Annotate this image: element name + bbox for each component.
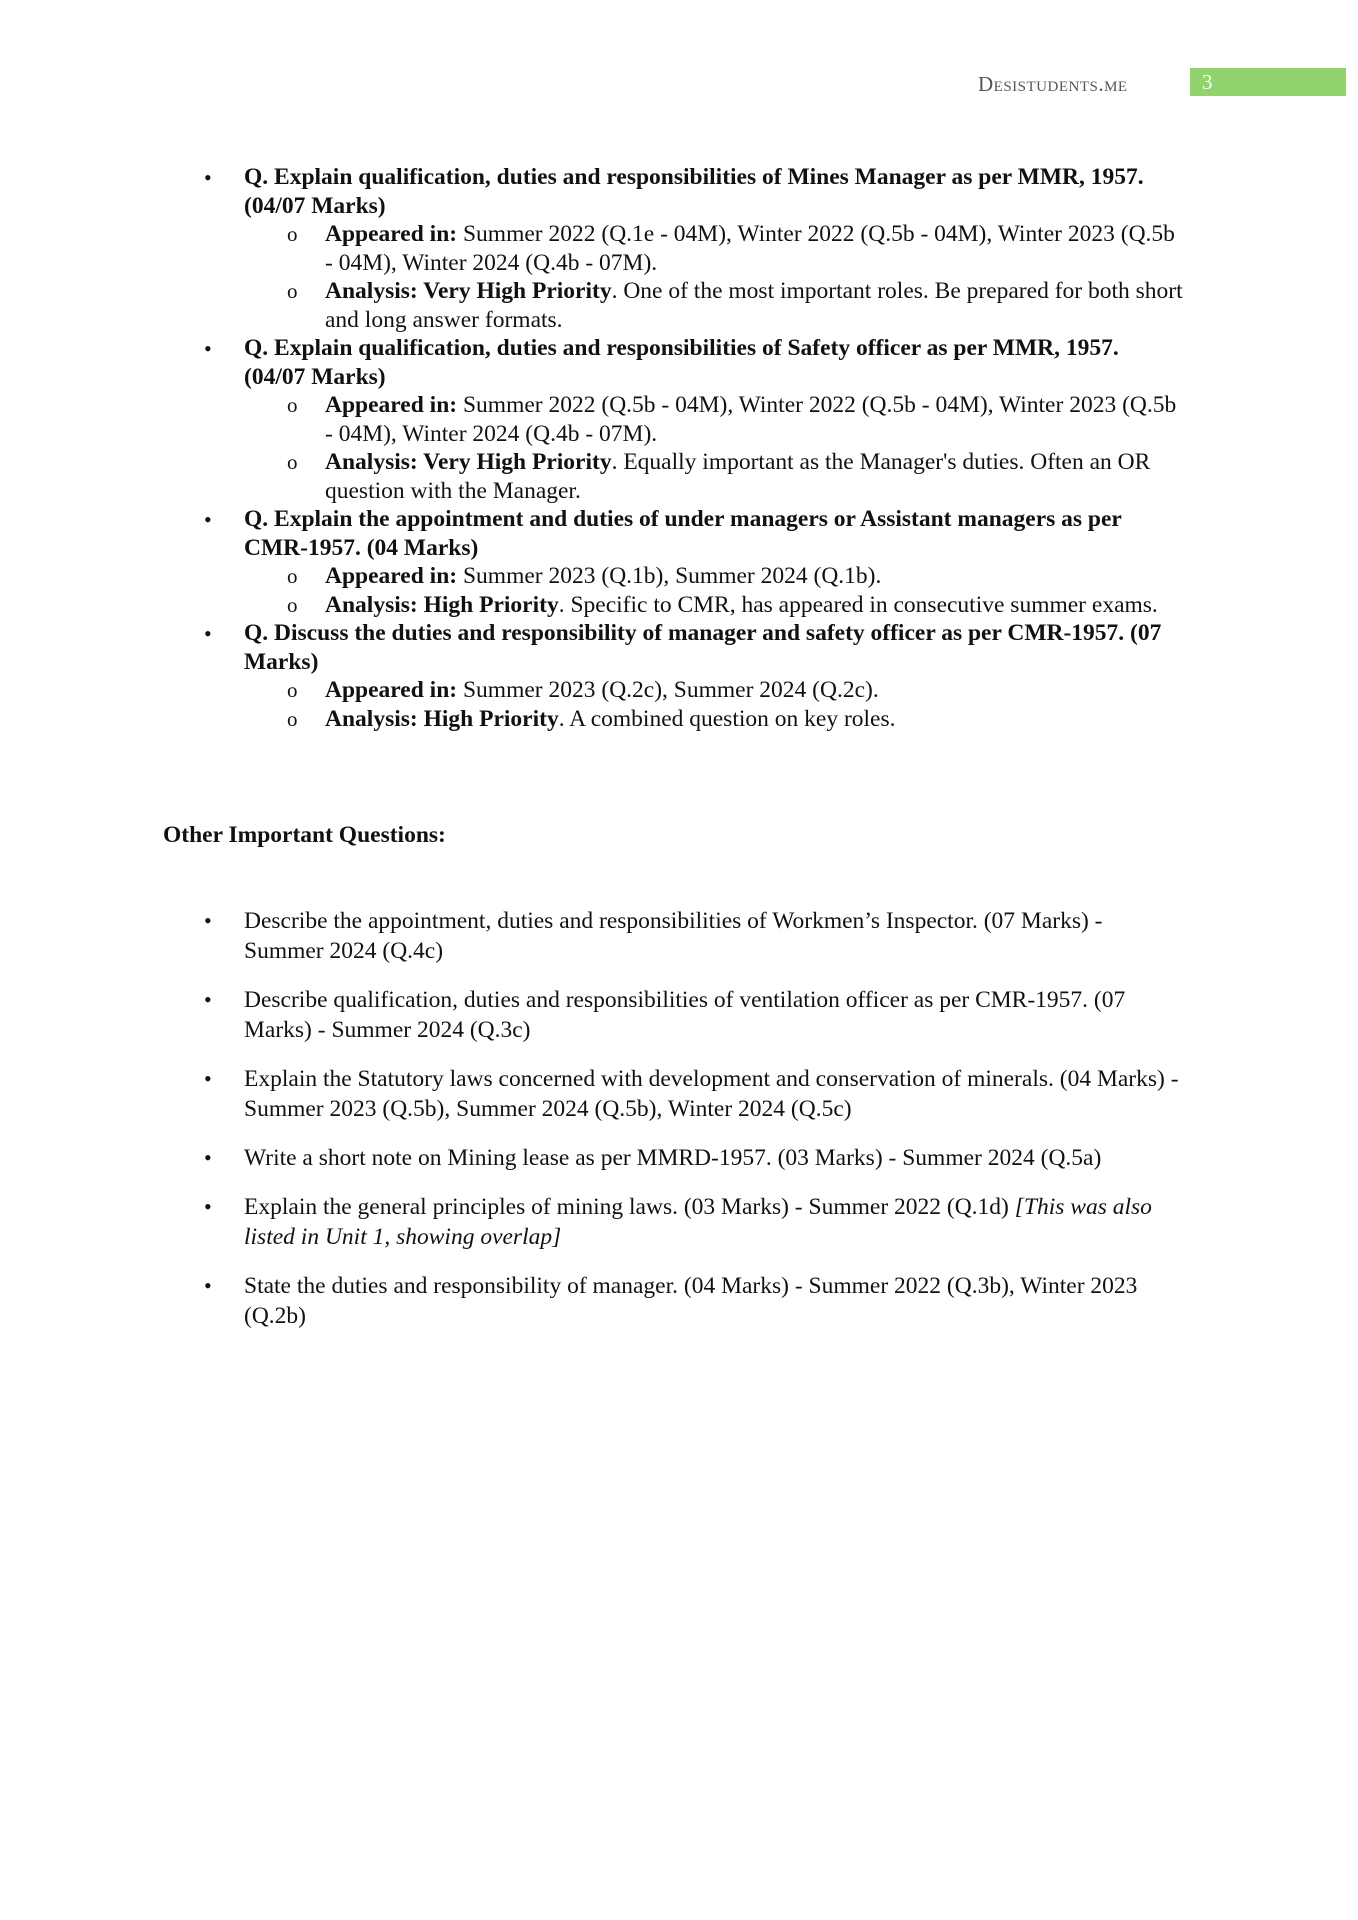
other-question-body: Describe qualification, duties and responsibilities of ventilation officer as per CMR-1957. (07 Marks) - Summer 2024 (Q.3c) xyxy=(244,987,1126,1043)
question-title: Q. Explain qualification, duties and responsibilities of Mines Manager as per MMR, 1957. (04/07 Marks) xyxy=(244,164,1144,219)
analysis-value: . Specific to CMR, has appeared in consecutive summer exams. xyxy=(558,591,1158,618)
other-question-text xyxy=(244,1192,1184,1252)
appeared-in-value: Summer 2022 (Q.5b - 04M), Winter 2022 (Q.5b - 04M), Winter 2023 (Q.5b - 04M), Winter 2024 (Q.4b - 07M). xyxy=(325,392,1177,447)
sub-bullet-icon: o xyxy=(287,592,298,617)
sub-bullet-icon: o xyxy=(287,393,298,417)
other-question-text xyxy=(244,1271,1184,1331)
appeared-in-item xyxy=(0,562,1185,591)
appeared-in-label: Appeared in: xyxy=(325,221,458,247)
analysis-label: Analysis: Very High Priority xyxy=(325,449,612,475)
question-item xyxy=(0,163,1185,334)
analysis-label: Analysis: High Priority xyxy=(325,705,559,732)
question-details xyxy=(0,676,1185,733)
sub-bullet-icon: o xyxy=(287,450,298,474)
bullet-icon: • xyxy=(204,987,212,1012)
appeared-in-label: Appeared in: xyxy=(325,563,458,589)
page-number: 3 xyxy=(1190,68,1346,96)
question-details xyxy=(0,391,1185,505)
other-question-body: State the duties and responsibility of manager. (04 Marks) - Summer 2022 (Q.3b), Winter 2023 (Q.2b) xyxy=(244,1273,1138,1329)
appeared-in-label: Appeared in: xyxy=(325,392,458,418)
appeared-in-label: Appeared in: xyxy=(325,677,458,703)
sub-bullet-icon: o xyxy=(287,706,298,731)
appeared-in-item xyxy=(0,676,1185,705)
analysis-label: Analysis: High Priority xyxy=(325,591,559,618)
appeared-in-text xyxy=(325,220,1185,277)
bullet-icon: • xyxy=(204,165,212,190)
analysis-value: . Equally important as the Manager's duties. Often an OR question with the Manager. xyxy=(325,449,1151,504)
appeared-in-text xyxy=(325,676,1185,705)
analysis-value: . A combined question on key roles. xyxy=(558,705,896,732)
analysis-item xyxy=(0,448,1185,505)
analysis-text xyxy=(325,705,1185,734)
appeared-in-value: Summer 2023 (Q.1b), Summer 2024 (Q.1b). xyxy=(457,563,882,589)
sub-bullet-icon: o xyxy=(287,678,298,702)
other-question-text xyxy=(244,1064,1184,1124)
bullet-icon: • xyxy=(204,507,212,532)
site-name: Desistudents.me xyxy=(978,72,1128,96)
analysis-value: . One of the most important roles. Be prepared for both short and long answer formats. xyxy=(325,278,1183,333)
analysis-label: Analysis: Very High Priority xyxy=(325,278,612,304)
bullet-icon: • xyxy=(204,336,212,361)
question-item xyxy=(0,619,1185,733)
appeared-in-text xyxy=(325,562,1185,591)
question-item xyxy=(0,334,1185,505)
analysis-item xyxy=(0,591,1185,620)
bullet-icon: • xyxy=(204,1145,212,1170)
sub-bullet-icon: o xyxy=(287,222,298,246)
appeared-in-item xyxy=(0,391,1185,448)
bullet-icon: • xyxy=(204,908,212,933)
appeared-in-value: Summer 2022 (Q.1e - 04M), Winter 2022 (Q.5b - 04M), Winter 2023 (Q.5b - 04M), Winter 2024 (Q.4b - 07M). xyxy=(325,221,1175,276)
appeared-in-value: Summer 2023 (Q.2c), Summer 2024 (Q.2c). xyxy=(457,677,879,703)
bullet-icon: • xyxy=(204,1273,212,1298)
other-question-text xyxy=(244,985,1184,1045)
appeared-in-item xyxy=(0,220,1185,277)
analysis-text xyxy=(325,591,1185,620)
appeared-in-text xyxy=(325,391,1185,448)
other-question-item xyxy=(0,1064,1184,1124)
other-question-body: Write a short note on Mining lease as per MMRD-1957. (03 Marks) - Summer 2024 (Q.5a) xyxy=(244,1145,1102,1171)
other-question-body: Explain the general principles of mining laws. (03 Marks) - Summer 2022 (Q.1d) xyxy=(244,1194,1015,1220)
other-question-item xyxy=(0,906,1184,966)
other-question-list xyxy=(0,906,1184,1350)
question-title: Q. Explain qualification, duties and responsibilities of Safety officer as per MMR, 1957. (04/07 Marks) xyxy=(244,335,1119,390)
question-details xyxy=(0,562,1185,619)
analysis-text xyxy=(325,448,1185,505)
priority-question-list xyxy=(0,163,1185,733)
question-title: Q. Discuss the duties and responsibility of manager and safety officer as per CMR-1957. (07 Marks) xyxy=(244,620,1162,675)
sub-bullet-icon: o xyxy=(287,279,298,303)
analysis-item xyxy=(0,705,1185,734)
other-question-item xyxy=(0,1143,1184,1173)
other-question-text xyxy=(244,906,1184,966)
other-question-note: [This was also listed in Unit 1, showing overlap] xyxy=(244,1194,1152,1250)
other-question-item xyxy=(0,1192,1184,1252)
bullet-icon: • xyxy=(204,621,212,646)
bullet-icon: • xyxy=(204,1066,212,1091)
other-question-body: Explain the Statutory laws concerned with development and conservation of minerals. (04 Marks) - Summer 2023 (Q.5b), Summer 2024 (Q.5b), Winter 2024 (Q.5c) xyxy=(244,1066,1179,1122)
analysis-item xyxy=(0,277,1185,334)
other-question-body: Describe the appointment, duties and responsibilities of Workmen’s Inspector. (07 Marks) - Summer 2024 (Q.4c) xyxy=(244,908,1103,964)
other-question-item xyxy=(0,1271,1184,1331)
analysis-text xyxy=(325,277,1185,334)
question-item xyxy=(0,505,1185,619)
question-details xyxy=(0,220,1185,334)
sub-bullet-icon: o xyxy=(287,564,298,588)
other-section-title: Other Important Questions: xyxy=(163,822,446,848)
question-title: Q. Explain the appointment and duties of under managers or Assistant managers as per CMR-1957. (04 Marks) xyxy=(244,506,1122,561)
other-question-text xyxy=(244,1143,1184,1173)
bullet-icon: • xyxy=(204,1194,212,1219)
other-question-item xyxy=(0,985,1184,1045)
